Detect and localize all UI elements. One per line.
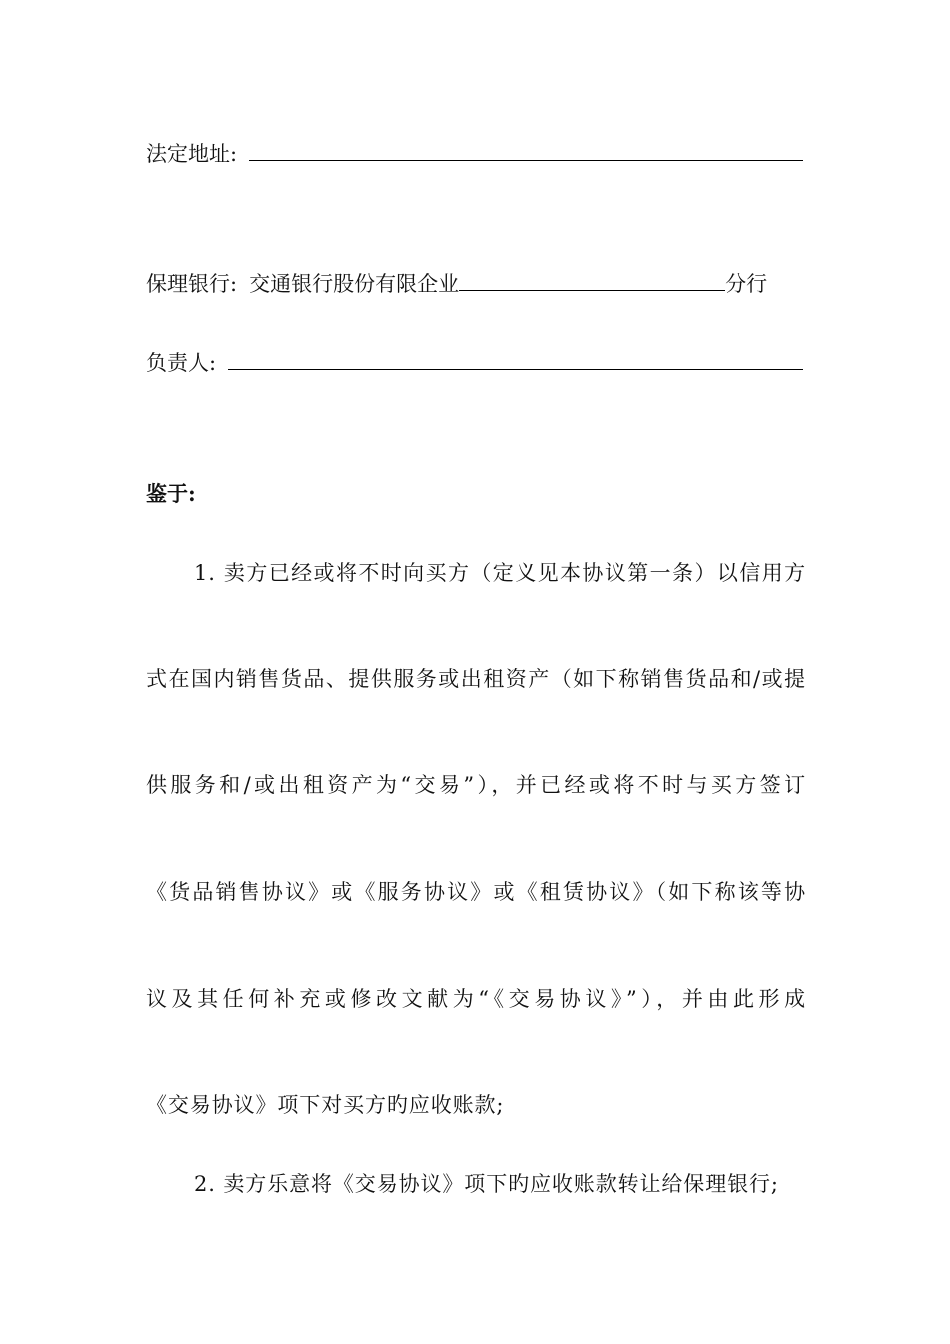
factor-bank-row <box>146 268 796 298</box>
recitals-heading: 鉴于: <box>146 481 196 506</box>
recital-1-line-6: 《交易协议》项下对买方旳应收账款; <box>146 1093 505 1117</box>
factor-bank-name: 交通银行股份有限企业 <box>249 272 460 296</box>
recital-1-line-2: 式在国内销售货品、提供服务或出租资产（如下称销售货品和/或提 <box>146 667 806 691</box>
recital-1-line-4: 《货品销售协议》或《服务协议》或《租赁协议》（如下称该等协 <box>146 880 806 904</box>
legal-address-row <box>146 138 803 168</box>
person-in-charge-label: 负责人: <box>146 351 217 375</box>
factor-bank-label: 保理银行: <box>146 272 238 296</box>
recital-1-line-1: 1. 卖方已经或将不时向买方（定义见本协议第一条）以信用方 <box>194 561 806 585</box>
factor-bank-suffix: 分行 <box>725 272 768 296</box>
branch-name-blank[interactable] <box>459 268 725 291</box>
recital-1-line-3: 供服务和/或出租资产为“交易”），并已经或将不时与买方签订 <box>146 773 806 797</box>
recital-1-line-5: 议及其任何补充或修改文献为“《交易协议》”），并由此形成 <box>146 987 806 1011</box>
person-in-charge-blank[interactable] <box>228 347 803 370</box>
legal-address-label: 法定地址: <box>146 142 238 166</box>
person-in-charge-row <box>146 347 803 377</box>
recital-2-line-1: 2. 卖方乐意将《交易协议》项下旳应收账款转让给保理银行; <box>194 1172 779 1196</box>
legal-address-blank[interactable] <box>249 138 803 161</box>
